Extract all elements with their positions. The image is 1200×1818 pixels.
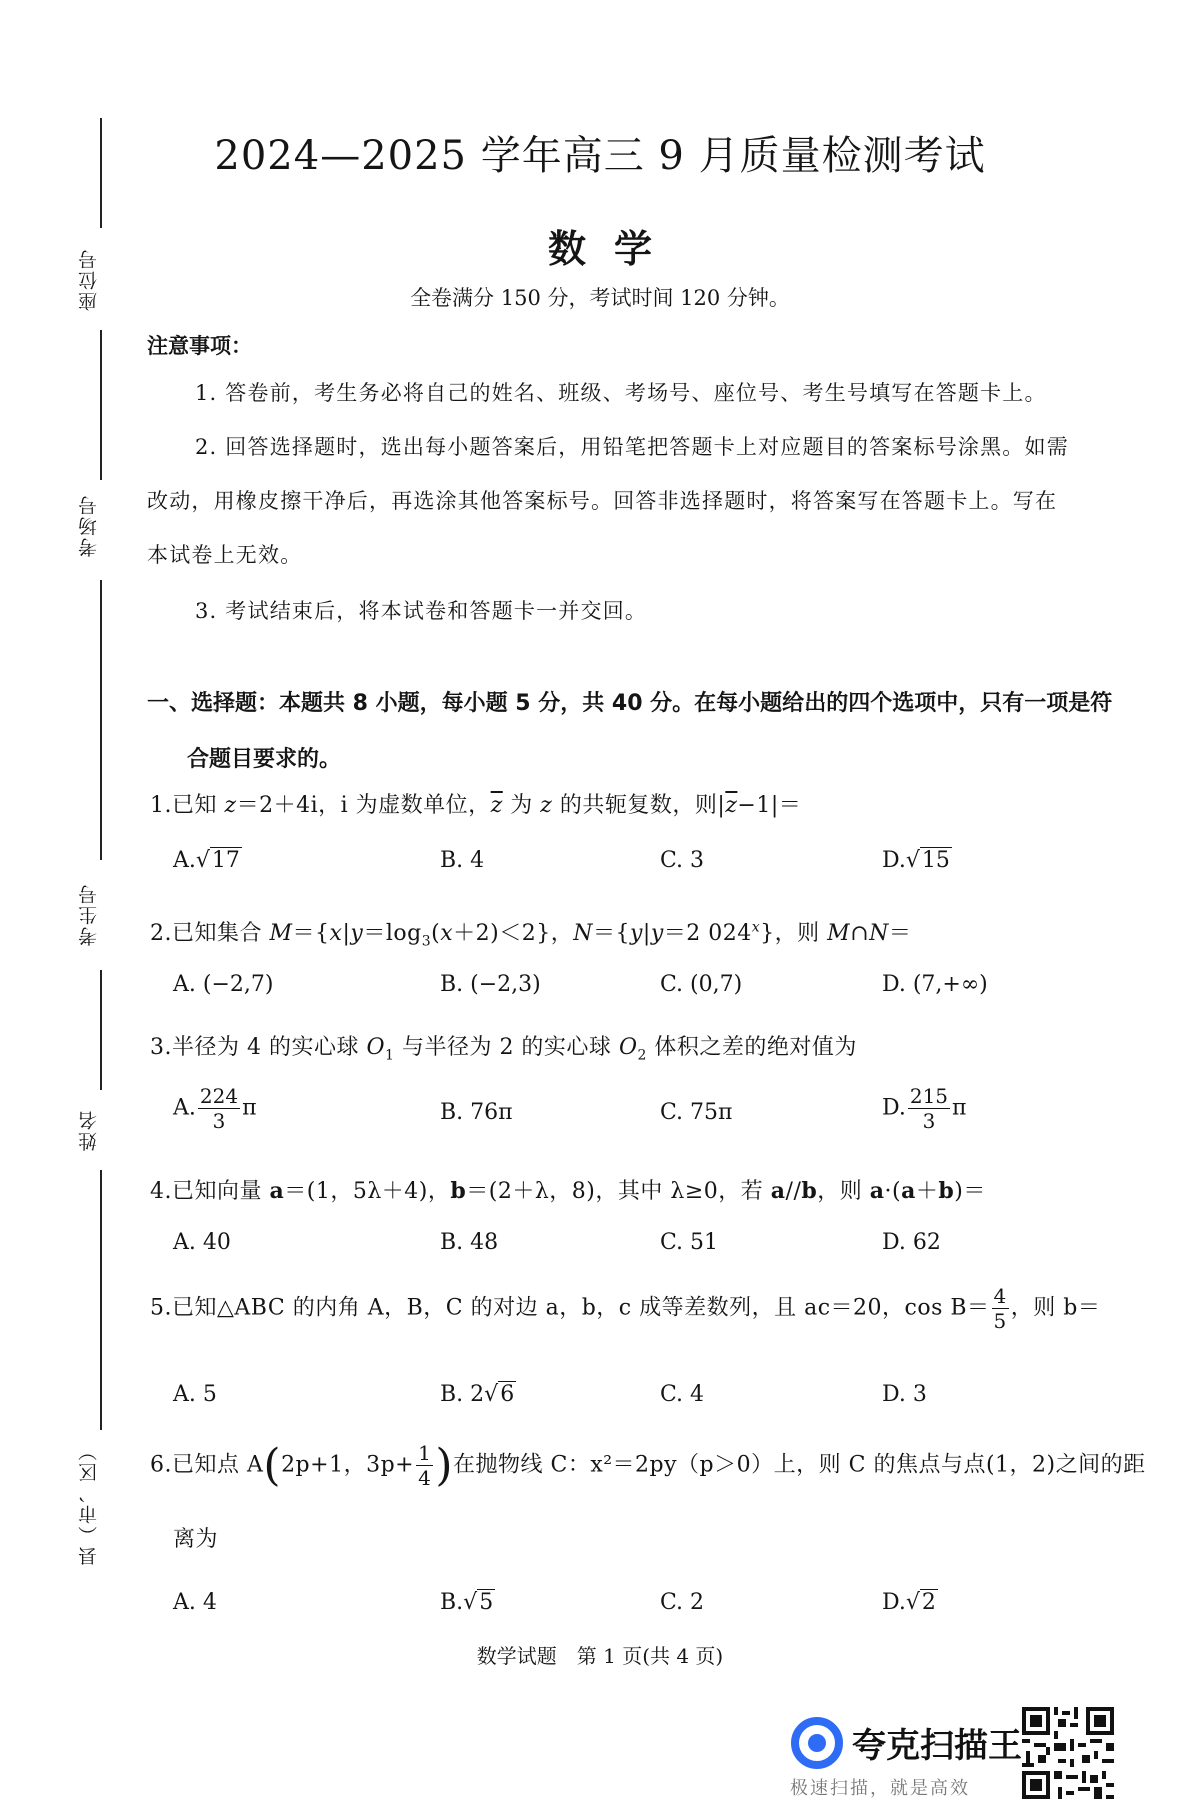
question-5: 5.已知△ABC 的内角 A，B，C 的对边 a，b，c 成等差数列，且 ac＝20，cos B＝ $\frac{4}{5}$ ，则 b＝ — [150, 1284, 1101, 1333]
q4-option-b: B. 48 — [440, 1230, 499, 1255]
notice-item-2-line-2: 改动，用橡皮擦干净后，再选涂其他答案标号。回答非选择题时，将答案写在答题卡上。写在 — [147, 489, 1058, 513]
q6-option-d: D.√2 — [882, 1590, 936, 1615]
question-2: 2.已知集合 $M=\{x|y=\log_3(x+2)<2\}$，N＝{y|y＝2 024$^x$}，则 M∩N＝ — [150, 919, 912, 950]
section-1-heading-line-1: 一、选择题：本题共 8 小题，每小题 5 分，共 40 分。在每小题给出的四个选项中，只有一项是符 — [147, 691, 1113, 716]
q1-option-b: B. 4 — [440, 848, 485, 873]
q4-option-c: C. 51 — [660, 1230, 719, 1255]
q4-option-a: A. 40 — [173, 1230, 231, 1255]
question-6: 6.已知点 A(2p+1，3p+ $\frac{1}{4}$ )在抛物线 C：x²＝2py（p＞0）上，则 C 的焦点与点(1，2)之间的距 — [150, 1440, 1146, 1491]
county-label: 县（市、区） — [78, 1440, 100, 1566]
q2-option-a: A. (−2,7) — [173, 972, 274, 997]
question-4: 4.已知向量 a＝(1，5λ＋4)，b＝(2＋λ，8)，其中 λ≥0，若 a//b，则 a·(a＋b)＝ — [150, 1178, 986, 1204]
name-label: 姓名 — [78, 1109, 100, 1151]
notice-item-3: 3. 考试结束后，将本试卷和答题卡一并交回。 — [195, 599, 648, 623]
exam-meta: 全卷满分 150 分，考试时间 120 分钟。 — [410, 286, 790, 310]
q3-option-b: B. 76π — [440, 1100, 513, 1125]
seat-label: 座位号 — [78, 248, 100, 312]
notice-item-2-line-1: 2. 回答选择题时，选出每小题答案后，用铅笔把答题卡上对应题目的答案标号涂黑。如需 — [195, 435, 1069, 459]
page-footer: 数学试题 第 1 页(共 4 页) — [476, 1644, 724, 1668]
exam-title: 2024—2025 学年高三 9 月质量检测考试 — [214, 133, 986, 179]
q3-option-a: A. $\frac{224}{3}$ π — [173, 1084, 257, 1133]
notice-item-2-line-3: 本试卷上无效。 — [147, 543, 303, 567]
section-1-heading — [147, 676, 1137, 788]
section-1-heading-line-2: 合题目要求的。 — [187, 747, 342, 772]
binding-line-5 — [100, 1170, 102, 1430]
q5-option-d: D. 3 — [882, 1382, 927, 1407]
q5-option-c: C. 4 — [660, 1382, 705, 1407]
question-6-line-2: 离为 — [173, 1527, 219, 1552]
q5-option-a: A. 5 — [173, 1382, 217, 1407]
brand-slogan: 极速扫描，就是高效 — [790, 1778, 970, 1799]
qr-code-icon — [1022, 1707, 1114, 1799]
binding-line-4 — [100, 970, 102, 1090]
notice-heading: 注意事项： — [147, 333, 252, 358]
q6-option-c: C. 2 — [660, 1590, 705, 1615]
q6-option-b: B.√5 — [440, 1590, 494, 1615]
room-label: 考场号 — [78, 494, 100, 558]
question-3: 3.半径为 4 的实心球 $O_1$ 与半径为 2 的实心球 $O_2$ 体积之差的绝对值为 — [150, 1035, 857, 1064]
q1-option-c: C. 3 — [660, 848, 705, 873]
q2-option-d: D. (7,+∞) — [882, 972, 988, 997]
brand-name: 夸克扫描王 — [852, 1726, 1022, 1766]
binding-line-3 — [100, 580, 102, 860]
quark-logo-icon — [790, 1716, 844, 1770]
q3-option-d: D. $\frac{215}{3}$ π — [882, 1084, 967, 1133]
q5-option-b: B. 2√6 — [440, 1382, 515, 1407]
q1-option-d: D.√15 — [882, 848, 950, 873]
student-no-label: 考生号 — [78, 883, 100, 947]
q2-option-c: C. (0,7) — [660, 972, 743, 997]
binding-line-2 — [100, 330, 102, 480]
q2-option-b: B. (−2,3) — [440, 972, 541, 997]
subject-title: 数学 — [547, 226, 680, 271]
question-1: 1.已知 z＝2＋4i，i 为虚数单位，$\overline{z}$ 为 z 的共轭复数，则$|\overline{z}-1|=$ — [150, 793, 802, 818]
q3-option-c: C. 75π — [660, 1100, 733, 1125]
q1-option-a: A.√17 — [173, 848, 240, 873]
notice-item-1: 1. 答卷前，考生务必将自己的姓名、班级、考场号、座位号、考生号填写在答题卡上。 — [195, 381, 1047, 405]
q6-option-a: A. 4 — [173, 1590, 217, 1615]
q4-option-d: D. 62 — [882, 1230, 941, 1255]
